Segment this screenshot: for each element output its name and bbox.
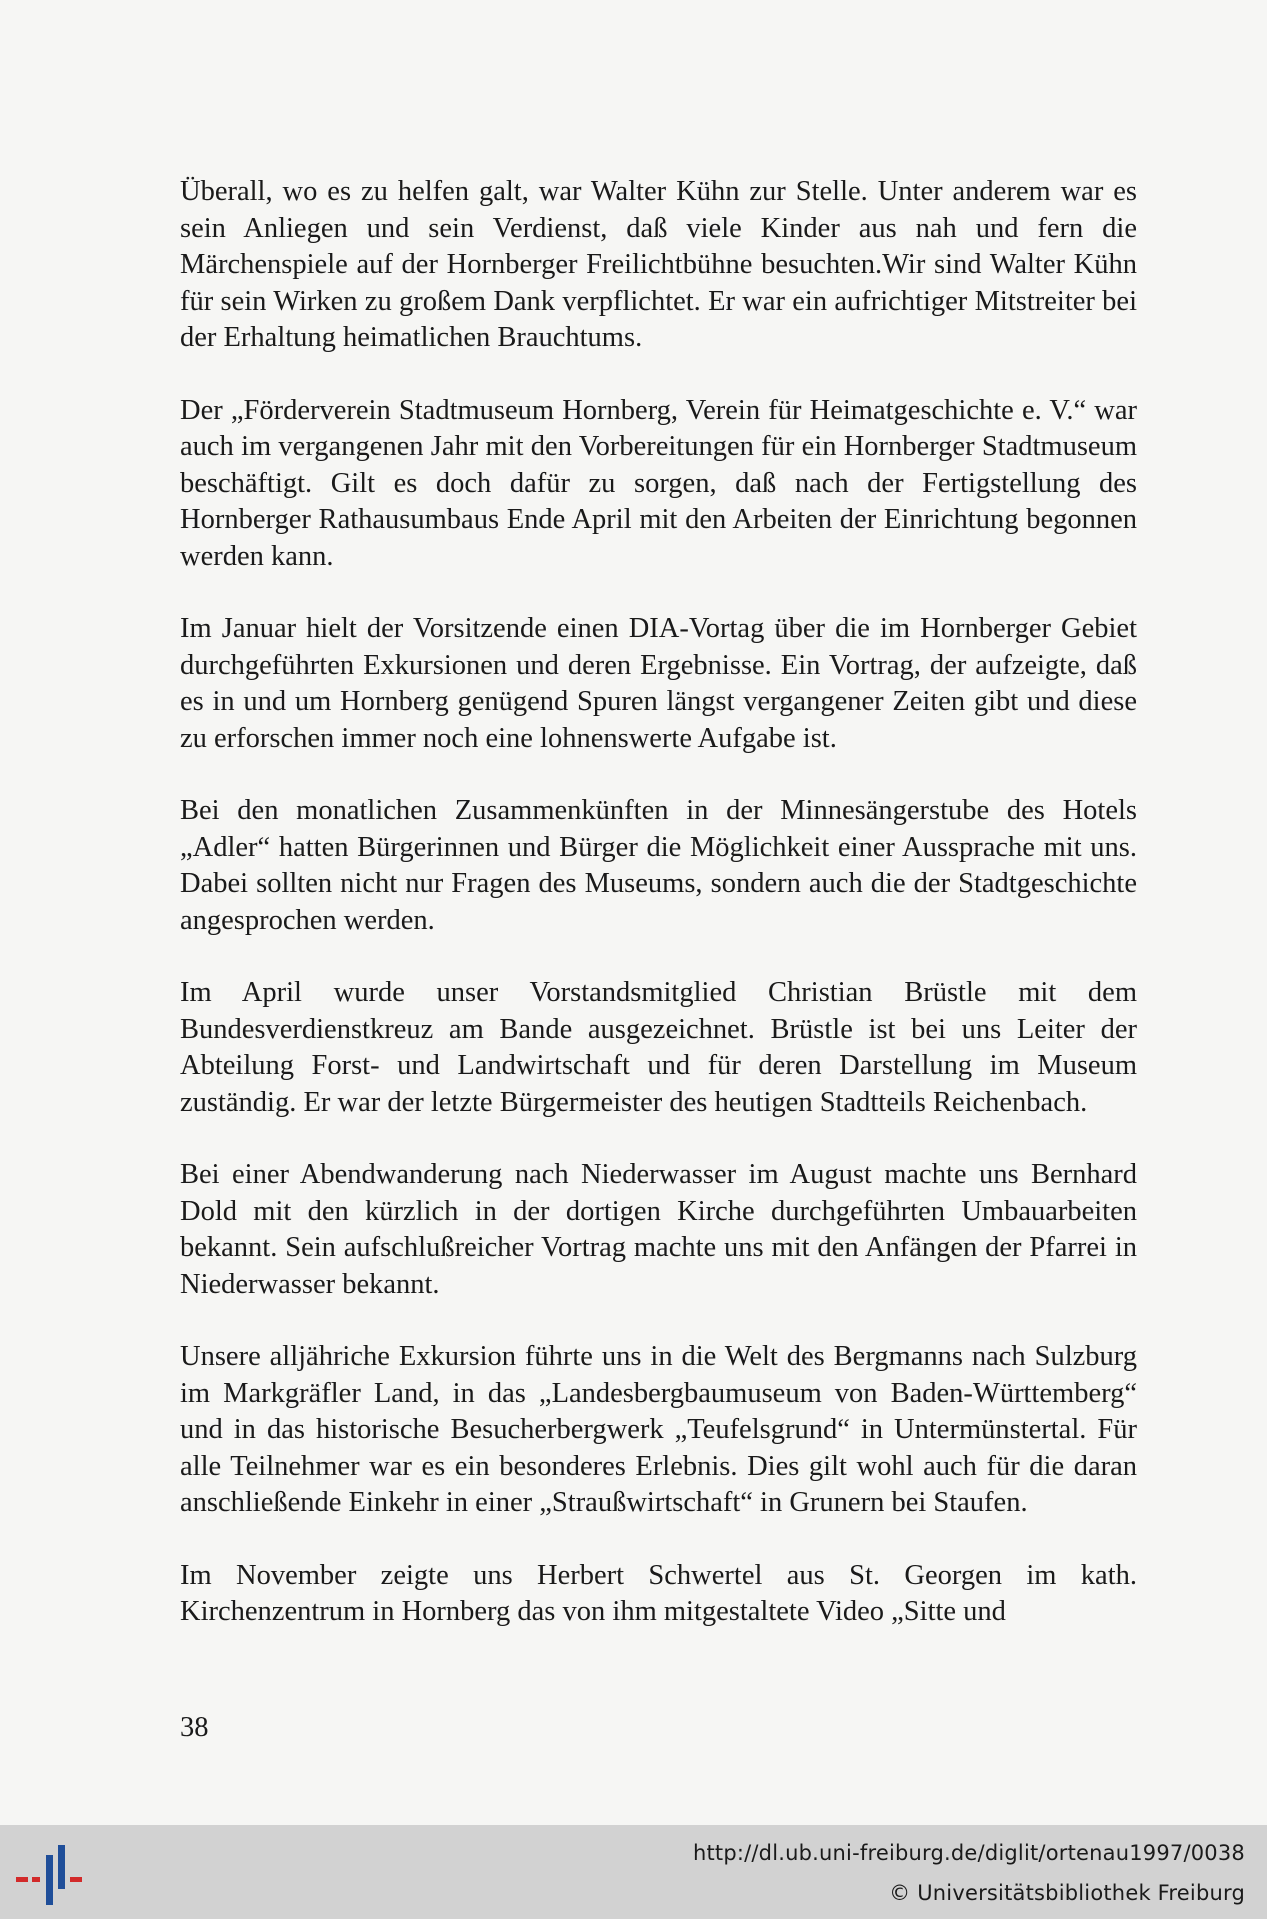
paragraph: Im April wurde unser Vorstandsmitglied Christian Brüstle mit dem Bundesverdienstkreuz am Bande ausgezeichnet. Brüstle ist bei uns Leiter der Abteilung Forst- und Landwirtschaft und für deren Darstellung im Museum zuständig. Er war der letzte Bürgermeister des heutigen Stadtteils Reichenbach. bbox=[180, 977, 1137, 1118]
paragraph: Im Januar hielt der Vorsitzende einen DIA-Vortag über die im Hornberger Gebiet durchgeführten Exkursionen und deren Ergebnisse. Ein Vortrag, der aufzeigte, daß es in und um Hornberg genügend Spuren längst vergangener Zeiten gibt und diese zu erforschen immer noch eine lohnenswerte Aufgabe ist. bbox=[180, 613, 1137, 754]
paragraph: Der „Förderverein Stadtmuseum Hornberg, Verein für Heimatgeschichte e. V.“ war auch im vergangenen Jahr mit den Vorbereitungen für ein Hornberger Stadtmuseum beschäftigt. Gilt es doch dafür zu sorgen, daß nach der Fertigstellung des Hornberger Rathausumbaus Ende April mit den Arbeiten der Einrichtung begonnen werden kann. bbox=[180, 394, 1137, 572]
paragraph: Überall, wo es zu helfen galt, war Walter Kühn zur Stelle. Unter anderem war es sein Anliegen und sein Verdienst, daß viele Kinder aus nah und fern die Märchenspiele auf der Hornberger Freilichtbühne besuchten.Wir sind Walter Kühn für sein Wirken zu großem Dank verpflichtet. Er war ein aufrichtiger Mitstreiter bei der Erhaltung heimatlichen Brauchtums. bbox=[180, 176, 1137, 353]
copyright-notice: © Universitätsbibliothek Freiburg bbox=[889, 1881, 1245, 1905]
body-text bbox=[180, 174, 1137, 1667]
paragraph: Bei einer Abendwanderung nach Niederwasser im August machte uns Bernhard Dold mit den kürzlich in der dortigen Kirche durchgeführten Umbauarbeiten bekannt. Sein aufschlußreicher Vortrag machte uns mit den Anfängen der Pfarrei in Niederwasser bekannt. bbox=[180, 1159, 1137, 1300]
page-number: 38 bbox=[180, 1712, 209, 1743]
ub-freiburg-logo-icon bbox=[14, 1843, 84, 1907]
footer-bar bbox=[0, 1825, 1267, 1919]
permalink-url[interactable]: http://dl.ub.uni-freiburg.de/diglit/ortenau1997/0038 bbox=[692, 1841, 1245, 1865]
paragraph: Unsere alljähriche Exkursion führte uns in die Welt des Bergmanns nach Sulzburg im Markgräfler Land, in das „Landesbergbaumuseum von Baden-Württemberg“ und in das historische Besucherbergwerk „Teufelsgrund“ in Untermünstertal. Für alle Teilnehmer war es ein besonderes Erlebnis. Dies gilt wohl auch für die daran anschließende Einkehr in einer „Straußwirtschaft“ in Grunern bei Staufen. bbox=[180, 1341, 1137, 1518]
paragraph: Im November zeigte uns Herbert Schwertel aus St. Georgen im kath. Kirchenzentrum in Hornberg das von ihm mitgestaltete Video „Sitte und bbox=[180, 1559, 1137, 1627]
paragraph: Bei den monatlichen Zusammenkünften in der Minnesängerstube des Hotels „Adler“ hatten Bürgerinnen und Bürger die Möglichkeit einer Aussprache mit uns. Dabei sollten nicht nur Fragen des Museums, sondern auch die der Stadtgeschichte angesprochen werden. bbox=[180, 795, 1137, 936]
